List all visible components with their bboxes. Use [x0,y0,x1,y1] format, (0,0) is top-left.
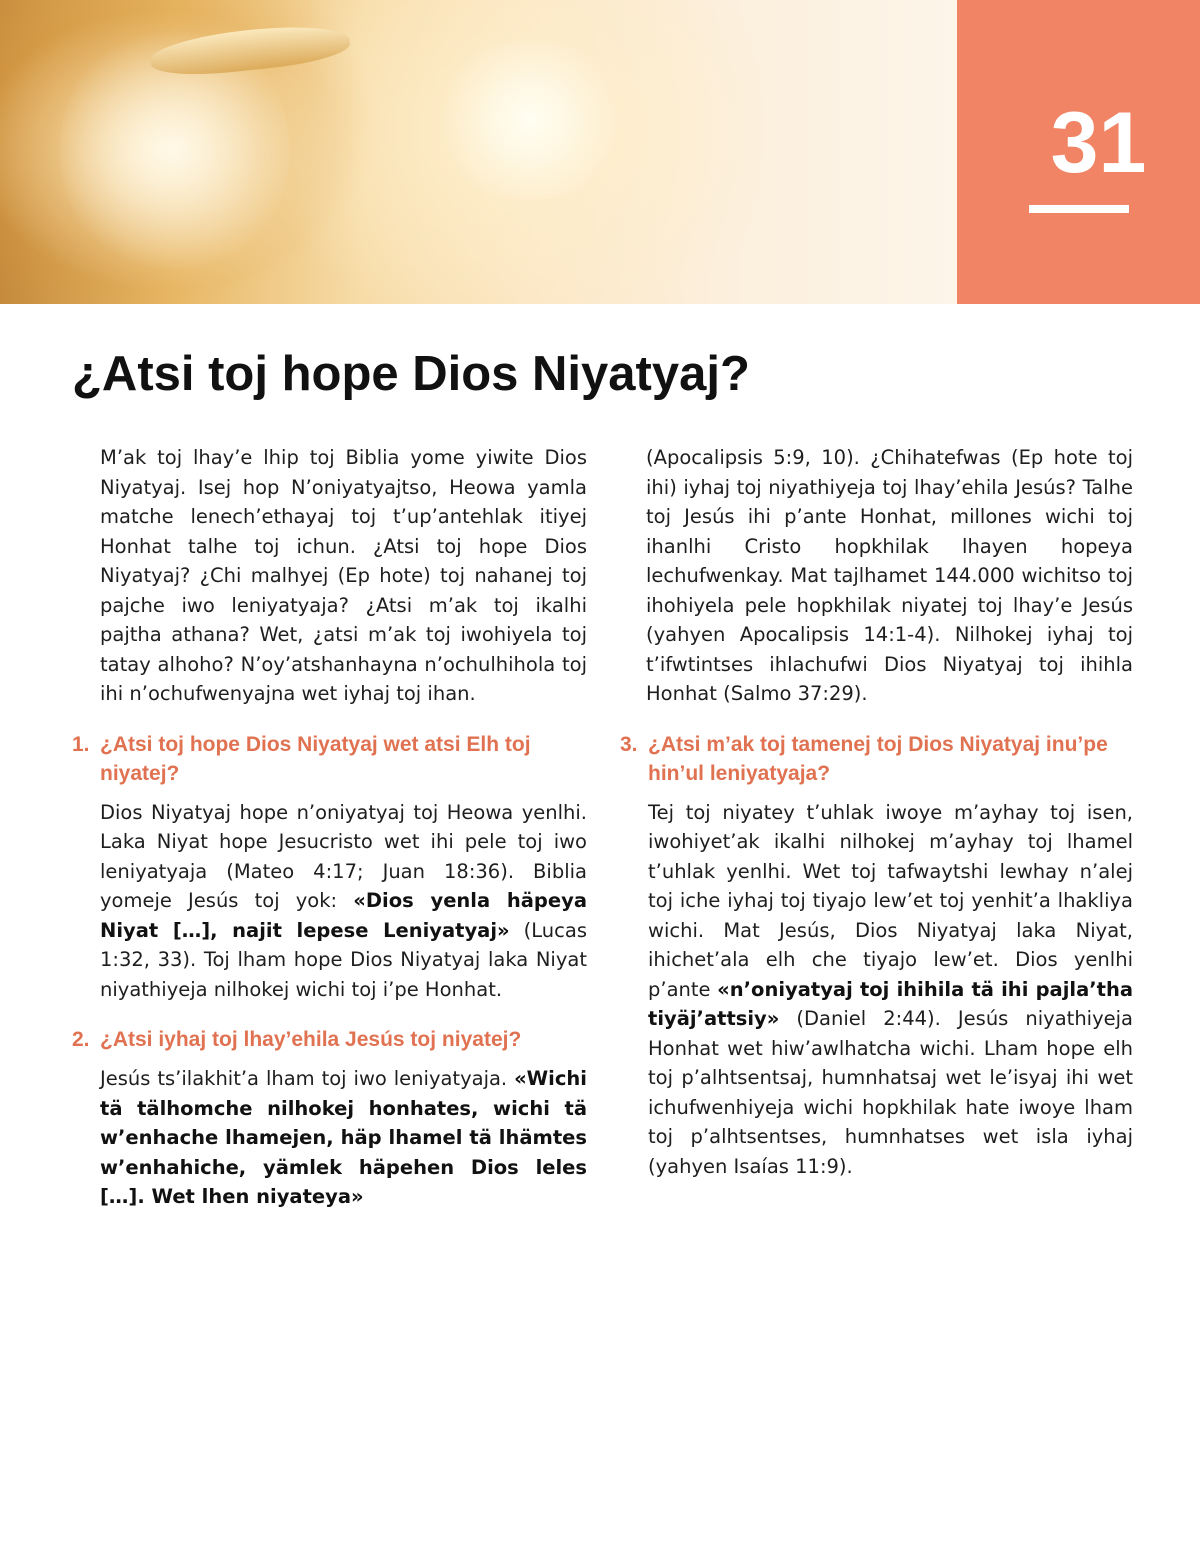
scripture-quote: «Wichi tä tälhomche nilhokej honhates, wichi tä w’enhache lhamejen, häp lhamel tä lhämtes w’enhahiche, yämlek häpehen Dios leles […]. Wet lhen niyateya» [100,1067,587,1208]
right-column [620,443,1133,1181]
answer-paragraph-2-continued: (Apocalipsis 5:9, 10). ¿Chihatefwas (Ep hote toj ihi) iyhaj toj niyathiyeja toj lhay’ehila Jesús? Talhe toj Jesús ihi p’ante Honhat, millones wichi toj ihanlhi Cristo hopkhilak lhayen hopeya lechufwenkay. Mat tajlhamet 144.000 wichitso toj ihohiyela pele hopkhilak niyatej toj lhay’e Jesús (yahyen Apocalipsis 14:1-4). Nilhokej iyhaj toj t’ifwtintses ihlachufwi Dios Niyatyaj toj ihihla Honhat (Salmo 37:29). [646,446,1133,705]
answer-text: Dios Niyatyaj hope n’oniyatyaj toj Heowa yenlhi. Laka Niyat hope Jesucristo wet ihi pele toj iwo leniyatyaja (Mateo 4:17; Juan 18:36). Biblia yomeje Jesús toj yok: [100,800,587,912]
question-number: 2. [72,1028,90,1051]
light-glow [430,40,630,200]
hero-image [0,0,957,304]
scripture-quote: «n’oniyatyaj toj ihihila tä ihi pajla’tha tiyäj’attsiy» [648,977,1133,1030]
question-heading-3 [620,730,1133,788]
chapter-underline [1029,205,1129,213]
scripture-quote: «Dios yenla häpeya Niyat […], najit lepese Leniyatyaj» [100,889,587,942]
answer-paragraph-1 [72,798,587,1005]
chapter-badge [957,0,1200,304]
question-text: ¿Atsi iyhaj toj lhay’ehila Jesús toj niyatej? [100,1028,522,1051]
chapter-number: 31 [1050,95,1147,191]
question-number: 1. [72,732,90,756]
question-text: ¿Atsi m’ak toj tamenej toj Dios Niyatyaj inu’pe hin’ul leniyatyaja? [648,732,1108,785]
question-heading-2 [72,1025,587,1054]
intro-paragraph: M’ak toj lhay’e lhip toj Biblia yome yiwite Dios Niyatyaj. Isej hop N’oniyatyajtso, Heowa yamla matche lenech’ethayaj toj t’up’antehlak itiyej Honhat talhe toj ichun. ¿Atsi toj hope Dios Niyatyaj? ¿Chi malhyej (Ep hote) toj nahanej toj pajche iwo leniyatyaja? ¿Atsi m’ak toj ikalhi pajtha athana? Wet, ¿atsi m’ak toj iwohiyela toj tatay alhoho? N’oy’atshanhayna n’ochulhihola toj ihi n’ochufwenyajna wet iyhaj toj ihan. [100,446,587,705]
question-heading-1 [72,730,587,788]
question-text: ¿Atsi toj hope Dios Niyatyaj wet atsi Elh toj niyatej? [100,732,531,785]
answer-paragraph-3 [620,798,1133,1182]
answer-paragraph-2 [72,1064,587,1212]
answer-text: (Daniel 2:44). Jesús niyathiyeja Honhat wet hiw’awlhatcha wichi. Lham hope elh toj p’alhtsentsaj, humnhatsaj wet le’isyaj ihi wet ichufwenhiyeja wichi hopkhilak hate iwoye lham toj p’alhtsentses, humnhatses wet isla iyhaj (yahyen Isaías 11:9). [648,1007,1133,1178]
answer-text: (Lucas 1:32, 33). Toj lham hope Dios Niyatyaj laka Niyat niyathiyeja nilhokej wichi toj i’pe Honhat. [100,918,587,1001]
answer-text: Tej toj niyatey t’uhlak iwoye m’ayhay toj isen, iwohiyet’ak ikalhi nilhokej m’ayhay toj lhamel t’uhlak yenlhi. Wet toj tafwaytshi lewhay n’alej toj iche iyhaj toj tiyajo lew’et toj yenhit’a lhakliya wichi. Mat Jesús, Dios Niyatyaj laka Niyat, ihichet’ala elh che tiyajo lew’et. Dios yenlhi p’ante [648,800,1133,1001]
page-title: ¿Atsi toj hope Dios Niyatyaj? [72,347,750,401]
answer-text: Jesús ts’ilakhit’a lham toj iwo leniyatyaja. [100,1067,515,1090]
question-number: 3. [620,732,638,756]
left-column [72,443,587,1212]
